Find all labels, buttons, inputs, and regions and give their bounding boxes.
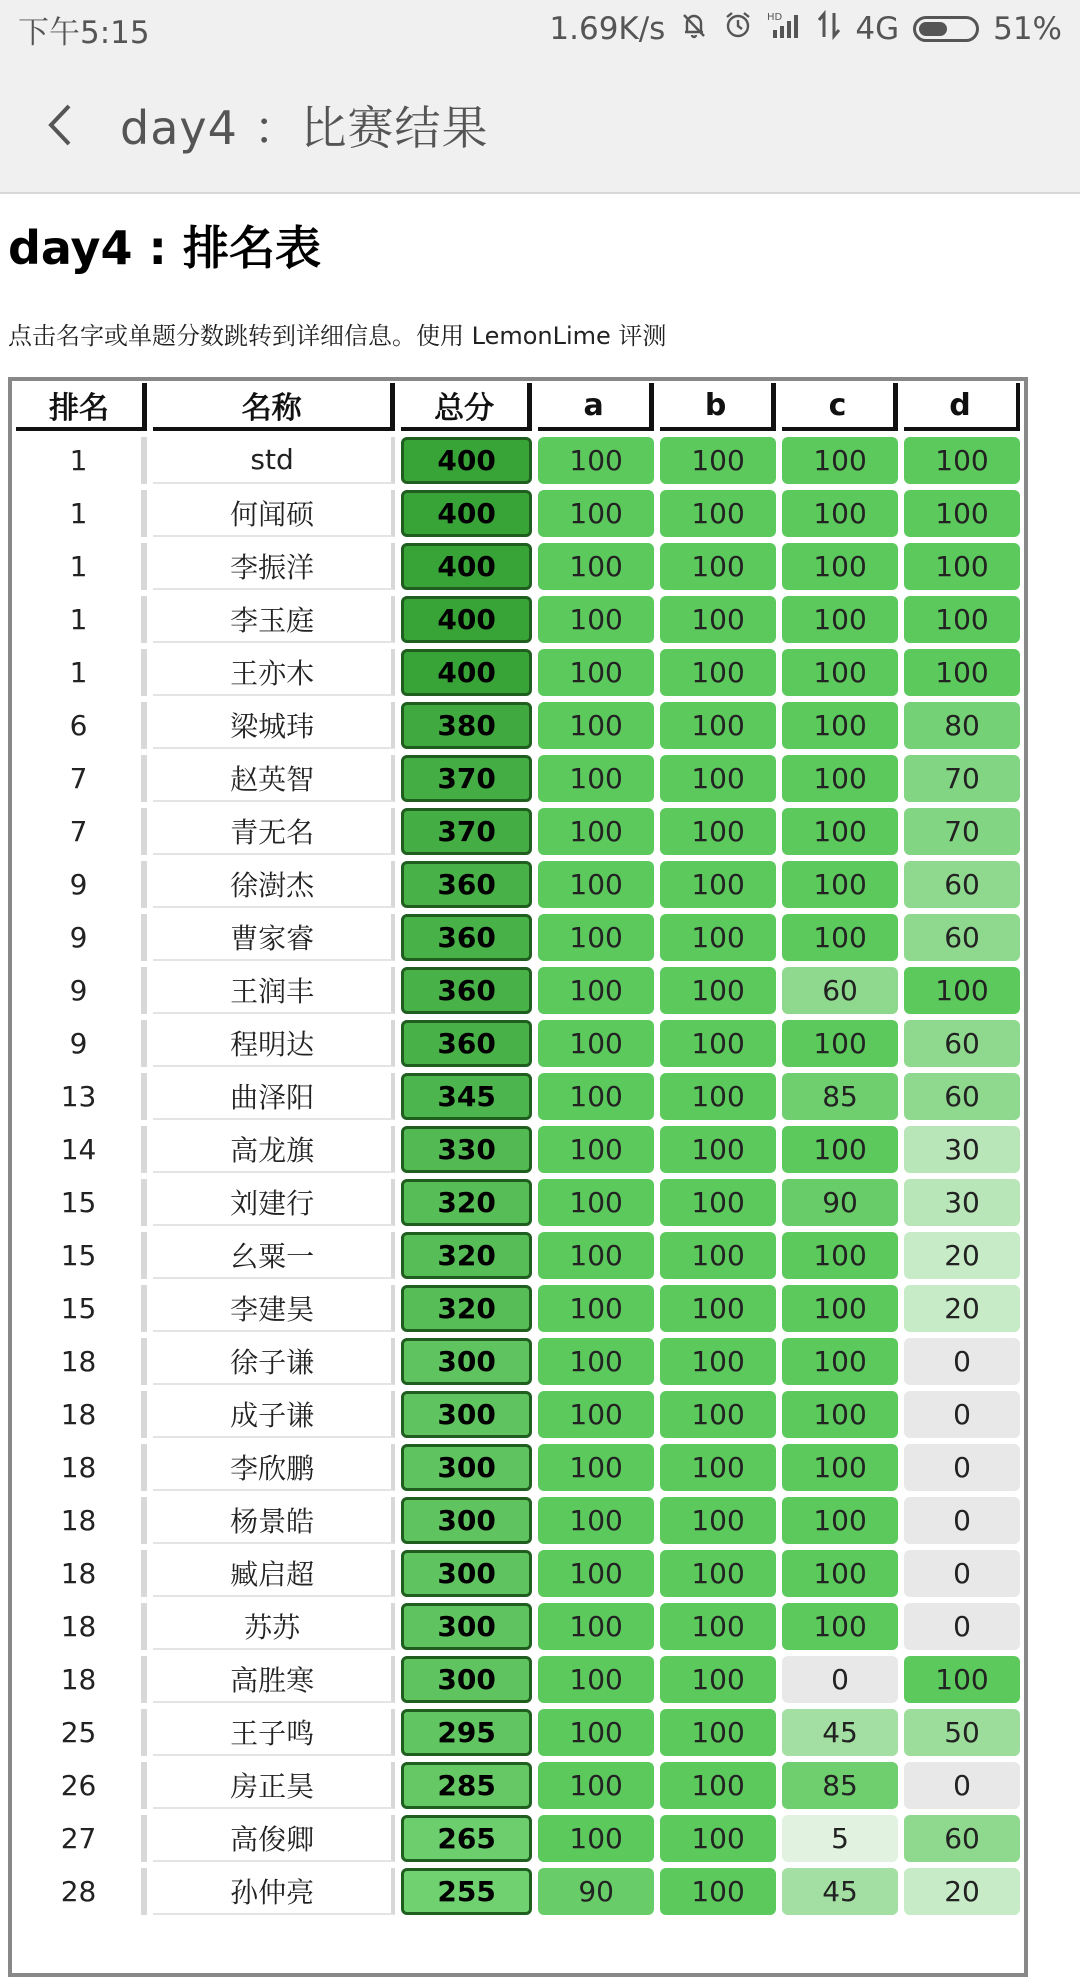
name-cell[interactable]: 曲泽阳: [153, 1073, 395, 1120]
score-d-cell[interactable]: 60: [904, 914, 1020, 961]
name-cell[interactable]: 高胜寒: [153, 1656, 395, 1703]
score-a-cell[interactable]: 100: [538, 702, 654, 749]
total-score-cell: 360: [401, 914, 532, 961]
score-c-cell[interactable]: 100: [782, 490, 898, 537]
header-a: a: [538, 383, 654, 431]
page-description: 点击名字或单题分数跳转到详细信息。使用 LemonLime 评测: [8, 322, 667, 350]
score-d-cell[interactable]: 0: [904, 1603, 1020, 1650]
score-a-cell[interactable]: 100: [538, 861, 654, 908]
score-c-cell[interactable]: 100: [782, 1285, 898, 1332]
score-a-cell[interactable]: 100: [538, 967, 654, 1014]
score-c-cell[interactable]: 100: [782, 1603, 898, 1650]
alarm-icon: [723, 10, 753, 48]
rank-cell: 9: [16, 1020, 147, 1067]
score-a-cell[interactable]: 100: [538, 490, 654, 537]
table-row: [16, 702, 1020, 749]
status-time: 下午5:15: [18, 14, 150, 51]
name-cell[interactable]: 梁城玮: [153, 702, 395, 749]
name-cell[interactable]: 李玉庭: [153, 596, 395, 643]
score-a-cell[interactable]: 100: [538, 437, 654, 484]
total-score-cell: 360: [401, 1020, 532, 1067]
table-row: [16, 437, 1020, 484]
rank-cell: 18: [16, 1444, 147, 1491]
rank-cell: 1: [16, 437, 147, 484]
header-c: c: [782, 383, 898, 431]
total-score-cell: 400: [401, 437, 532, 484]
score-c-cell[interactable]: 100: [782, 1126, 898, 1173]
page-heading: day4 : 排名表: [8, 221, 321, 275]
name-cell[interactable]: std: [153, 437, 395, 484]
total-score-cell: 320: [401, 1285, 532, 1332]
score-d-cell[interactable]: 0: [904, 1762, 1020, 1809]
score-d-cell[interactable]: 80: [904, 702, 1020, 749]
app-bar: [0, 58, 1080, 194]
total-score-cell: 300: [401, 1603, 532, 1650]
score-b-cell[interactable]: 100: [660, 437, 776, 484]
score-b-cell[interactable]: 100: [660, 596, 776, 643]
score-b-cell[interactable]: 100: [660, 1603, 776, 1650]
score-a-cell[interactable]: 100: [538, 1550, 654, 1597]
total-score-cell: 300: [401, 1550, 532, 1597]
score-a-cell[interactable]: 100: [538, 1073, 654, 1120]
score-c-cell[interactable]: 100: [782, 755, 898, 802]
score-c-cell[interactable]: 100: [782, 649, 898, 696]
rank-cell: 18: [16, 1391, 147, 1438]
score-a-cell[interactable]: 100: [538, 1444, 654, 1491]
score-d-cell[interactable]: 0: [904, 1550, 1020, 1597]
score-c-cell[interactable]: 100: [782, 1338, 898, 1385]
rank-cell: 7: [16, 755, 147, 802]
score-d-cell[interactable]: 70: [904, 755, 1020, 802]
score-b-cell[interactable]: 100: [660, 1073, 776, 1120]
battery-icon: [913, 16, 979, 42]
network-speed: 1.69K/s: [549, 11, 666, 47]
score-b-cell[interactable]: 100: [660, 755, 776, 802]
score-c-cell[interactable]: 100: [782, 1550, 898, 1597]
score-c-cell[interactable]: 45: [782, 1868, 898, 1915]
name-cell[interactable]: 臧启超: [153, 1550, 395, 1597]
name-cell[interactable]: 高俊卿: [153, 1815, 395, 1862]
score-d-cell[interactable]: 30: [904, 1179, 1020, 1226]
table-row: [16, 1709, 1020, 1756]
score-d-cell[interactable]: 0: [904, 1497, 1020, 1544]
total-score-cell: 370: [401, 808, 532, 855]
table-body: [16, 437, 1020, 1915]
rank-cell: 1: [16, 649, 147, 696]
score-b-cell[interactable]: 100: [660, 1550, 776, 1597]
score-d-cell[interactable]: 60: [904, 1815, 1020, 1862]
name-cell[interactable]: 徐子谦: [153, 1338, 395, 1385]
name-cell[interactable]: 李建昊: [153, 1285, 395, 1332]
score-d-cell[interactable]: 60: [904, 861, 1020, 908]
rank-cell: 13: [16, 1073, 147, 1120]
total-score-cell: 285: [401, 1762, 532, 1809]
score-b-cell[interactable]: 100: [660, 490, 776, 537]
total-score-cell: 300: [401, 1391, 532, 1438]
score-b-cell[interactable]: 100: [660, 1709, 776, 1756]
header-b: b: [660, 383, 776, 431]
score-c-cell[interactable]: 100: [782, 914, 898, 961]
name-cell[interactable]: 王润丰: [153, 967, 395, 1014]
score-b-cell[interactable]: 100: [660, 1762, 776, 1809]
table-row: [16, 1868, 1020, 1915]
score-c-cell[interactable]: 100: [782, 1444, 898, 1491]
score-d-cell[interactable]: 60: [904, 1020, 1020, 1067]
app-title: day4 ：比赛结果: [120, 101, 489, 155]
ranking-table: [10, 377, 1026, 1921]
score-b-cell[interactable]: 100: [660, 1444, 776, 1491]
table-row: [16, 808, 1020, 855]
table-row: [16, 914, 1020, 961]
name-cell[interactable]: 高龙旗: [153, 1126, 395, 1173]
name-cell[interactable]: 王子鸣: [153, 1709, 395, 1756]
name-cell[interactable]: 程明达: [153, 1020, 395, 1067]
table-row: [16, 1073, 1020, 1120]
name-cell[interactable]: 苏苏: [153, 1603, 395, 1650]
score-b-cell[interactable]: 100: [660, 1020, 776, 1067]
score-b-cell[interactable]: 100: [660, 1815, 776, 1862]
score-a-cell[interactable]: 100: [538, 1815, 654, 1862]
rank-cell: 15: [16, 1232, 147, 1279]
total-score-cell: 400: [401, 490, 532, 537]
score-c-cell[interactable]: 100: [782, 808, 898, 855]
score-d-cell[interactable]: 100: [904, 596, 1020, 643]
total-score-cell: 370: [401, 755, 532, 802]
rank-cell: 25: [16, 1709, 147, 1756]
rank-cell: 18: [16, 1656, 147, 1703]
score-d-cell[interactable]: 20: [904, 1285, 1020, 1332]
score-a-cell[interactable]: 100: [538, 649, 654, 696]
status-icons: [549, 10, 1062, 48]
score-b-cell[interactable]: 100: [660, 649, 776, 696]
score-c-cell[interactable]: 100: [782, 861, 898, 908]
table-row: [16, 755, 1020, 802]
score-b-cell[interactable]: 100: [660, 1285, 776, 1332]
score-c-cell[interactable]: 100: [782, 543, 898, 590]
rank-cell: 27: [16, 1815, 147, 1862]
rank-cell: 18: [16, 1550, 147, 1597]
table-row: [16, 861, 1020, 908]
battery-percent: 51%: [993, 11, 1062, 47]
table-row: [16, 1497, 1020, 1544]
score-d-cell[interactable]: 60: [904, 1073, 1020, 1120]
score-c-cell[interactable]: 5: [782, 1815, 898, 1862]
score-a-cell[interactable]: 90: [538, 1868, 654, 1915]
total-score-cell: 345: [401, 1073, 532, 1120]
table-row: [16, 1550, 1020, 1597]
score-d-cell[interactable]: 70: [904, 808, 1020, 855]
table-row: [16, 1444, 1020, 1491]
score-b-cell[interactable]: 100: [660, 543, 776, 590]
header-d: d: [904, 383, 1020, 431]
score-b-cell[interactable]: 100: [660, 1126, 776, 1173]
header-total: 总分: [401, 383, 532, 431]
total-score-cell: 300: [401, 1338, 532, 1385]
score-a-cell[interactable]: 100: [538, 543, 654, 590]
score-a-cell[interactable]: 100: [538, 1020, 654, 1067]
table-row: [16, 1656, 1020, 1703]
status-bar: [0, 0, 1080, 58]
score-a-cell[interactable]: 100: [538, 596, 654, 643]
score-a-cell[interactable]: 100: [538, 755, 654, 802]
score-b-cell[interactable]: 100: [660, 967, 776, 1014]
data-transfer-icon: [817, 10, 841, 48]
score-b-cell[interactable]: 100: [660, 702, 776, 749]
score-c-cell[interactable]: 85: [782, 1762, 898, 1809]
ranking-table-container[interactable]: [8, 377, 1028, 1977]
score-a-cell[interactable]: 100: [538, 1179, 654, 1226]
total-score-cell: 300: [401, 1444, 532, 1491]
name-cell[interactable]: 房正昊: [153, 1762, 395, 1809]
table-header-row: [16, 383, 1020, 431]
table-row: [16, 543, 1020, 590]
score-a-cell[interactable]: 100: [538, 1497, 654, 1544]
table-row: [16, 967, 1020, 1014]
score-d-cell[interactable]: 20: [904, 1232, 1020, 1279]
score-d-cell[interactable]: 100: [904, 967, 1020, 1014]
table-row: [16, 490, 1020, 537]
total-score-cell: 400: [401, 543, 532, 590]
score-c-cell[interactable]: 90: [782, 1179, 898, 1226]
score-a-cell[interactable]: 100: [538, 1285, 654, 1332]
score-a-cell[interactable]: 100: [538, 1762, 654, 1809]
score-d-cell[interactable]: 100: [904, 1656, 1020, 1703]
total-score-cell: 320: [401, 1232, 532, 1279]
score-d-cell[interactable]: 0: [904, 1338, 1020, 1385]
score-c-cell[interactable]: 100: [782, 596, 898, 643]
score-d-cell[interactable]: 100: [904, 437, 1020, 484]
score-b-cell[interactable]: 100: [660, 808, 776, 855]
name-cell[interactable]: 青无名: [153, 808, 395, 855]
total-score-cell: 255: [401, 1868, 532, 1915]
table-row: [16, 1232, 1020, 1279]
table-row: [16, 1762, 1020, 1809]
table-row: [16, 1338, 1020, 1385]
name-cell[interactable]: 何闻硕: [153, 490, 395, 537]
score-a-cell[interactable]: 100: [538, 914, 654, 961]
total-score-cell: 400: [401, 649, 532, 696]
total-score-cell: 330: [401, 1126, 532, 1173]
score-d-cell[interactable]: 0: [904, 1391, 1020, 1438]
score-a-cell[interactable]: 100: [538, 808, 654, 855]
name-cell[interactable]: 赵英智: [153, 755, 395, 802]
score-c-cell[interactable]: 45: [782, 1709, 898, 1756]
svg-text:HD: HD: [767, 12, 783, 23]
name-cell[interactable]: 徐澍杰: [153, 861, 395, 908]
rank-cell: 1: [16, 543, 147, 590]
page-content: [0, 212, 1080, 1977]
table-row: [16, 1285, 1020, 1332]
score-b-cell[interactable]: 100: [660, 914, 776, 961]
score-a-cell[interactable]: 100: [538, 1232, 654, 1279]
rank-cell: 15: [16, 1179, 147, 1226]
rank-cell: 6: [16, 702, 147, 749]
table-row: [16, 596, 1020, 643]
name-cell[interactable]: 王亦木: [153, 649, 395, 696]
rank-cell: 14: [16, 1126, 147, 1173]
total-score-cell: 380: [401, 702, 532, 749]
rank-cell: 26: [16, 1762, 147, 1809]
rank-cell: 18: [16, 1603, 147, 1650]
total-score-cell: 300: [401, 1497, 532, 1544]
total-score-cell: 360: [401, 967, 532, 1014]
score-d-cell[interactable]: 0: [904, 1444, 1020, 1491]
score-d-cell[interactable]: 50: [904, 1709, 1020, 1756]
bell-muted-icon: [679, 10, 709, 48]
score-a-cell[interactable]: 100: [538, 1338, 654, 1385]
rank-cell: 9: [16, 914, 147, 961]
table-row: [16, 1126, 1020, 1173]
name-cell[interactable]: 李欣鹏: [153, 1444, 395, 1491]
name-cell[interactable]: 幺粟一: [153, 1232, 395, 1279]
rank-cell: 7: [16, 808, 147, 855]
score-d-cell[interactable]: 100: [904, 543, 1020, 590]
rank-cell: 1: [16, 490, 147, 537]
total-score-cell: 400: [401, 596, 532, 643]
score-c-cell[interactable]: 100: [782, 1391, 898, 1438]
table-row: [16, 1020, 1020, 1067]
header-name: 名称: [153, 383, 395, 431]
name-cell[interactable]: 曹家睿: [153, 914, 395, 961]
total-score-cell: 300: [401, 1656, 532, 1703]
score-d-cell[interactable]: 100: [904, 649, 1020, 696]
header-rank: 排名: [16, 383, 147, 431]
table-row: [16, 1815, 1020, 1862]
score-b-cell[interactable]: 100: [660, 1868, 776, 1915]
score-c-cell[interactable]: 85: [782, 1073, 898, 1120]
score-b-cell[interactable]: 100: [660, 1391, 776, 1438]
score-c-cell[interactable]: 0: [782, 1656, 898, 1703]
total-score-cell: 360: [401, 861, 532, 908]
score-c-cell[interactable]: 100: [782, 1232, 898, 1279]
score-b-cell[interactable]: 100: [660, 1497, 776, 1544]
score-c-cell[interactable]: 100: [782, 437, 898, 484]
rank-cell: 15: [16, 1285, 147, 1332]
chevron-left-icon: [45, 102, 75, 148]
name-cell[interactable]: 刘建行: [153, 1179, 395, 1226]
rank-cell: 18: [16, 1497, 147, 1544]
rank-cell: 9: [16, 967, 147, 1014]
score-b-cell[interactable]: 100: [660, 1656, 776, 1703]
score-c-cell[interactable]: 100: [782, 702, 898, 749]
score-a-cell[interactable]: 100: [538, 1391, 654, 1438]
score-a-cell[interactable]: 100: [538, 1656, 654, 1703]
rank-cell: 9: [16, 861, 147, 908]
name-cell[interactable]: 孙仲亮: [153, 1868, 395, 1915]
table-row: [16, 1179, 1020, 1226]
score-a-cell[interactable]: 100: [538, 1126, 654, 1173]
score-b-cell[interactable]: 100: [660, 1232, 776, 1279]
table-row: [16, 649, 1020, 696]
rank-cell: 28: [16, 1868, 147, 1915]
score-a-cell[interactable]: 100: [538, 1603, 654, 1650]
score-d-cell[interactable]: 100: [904, 490, 1020, 537]
score-b-cell[interactable]: 100: [660, 1179, 776, 1226]
table-row: [16, 1603, 1020, 1650]
total-score-cell: 265: [401, 1815, 532, 1862]
rank-cell: 1: [16, 596, 147, 643]
name-cell[interactable]: 杨景皓: [153, 1497, 395, 1544]
back-button[interactable]: [0, 102, 120, 148]
score-b-cell[interactable]: 100: [660, 1338, 776, 1385]
name-cell[interactable]: 李振洋: [153, 543, 395, 590]
score-b-cell[interactable]: 100: [660, 861, 776, 908]
signal-hd-icon: [767, 10, 803, 48]
score-d-cell[interactable]: 20: [904, 1868, 1020, 1915]
score-c-cell[interactable]: 100: [782, 1020, 898, 1067]
total-score-cell: 295: [401, 1709, 532, 1756]
total-score-cell: 320: [401, 1179, 532, 1226]
table-row: [16, 1391, 1020, 1438]
score-c-cell[interactable]: 100: [782, 1497, 898, 1544]
score-d-cell[interactable]: 30: [904, 1126, 1020, 1173]
score-a-cell[interactable]: 100: [538, 1709, 654, 1756]
network-type: 4G: [855, 11, 900, 47]
name-cell[interactable]: 成子谦: [153, 1391, 395, 1438]
rank-cell: 18: [16, 1338, 147, 1385]
score-c-cell[interactable]: 60: [782, 967, 898, 1014]
